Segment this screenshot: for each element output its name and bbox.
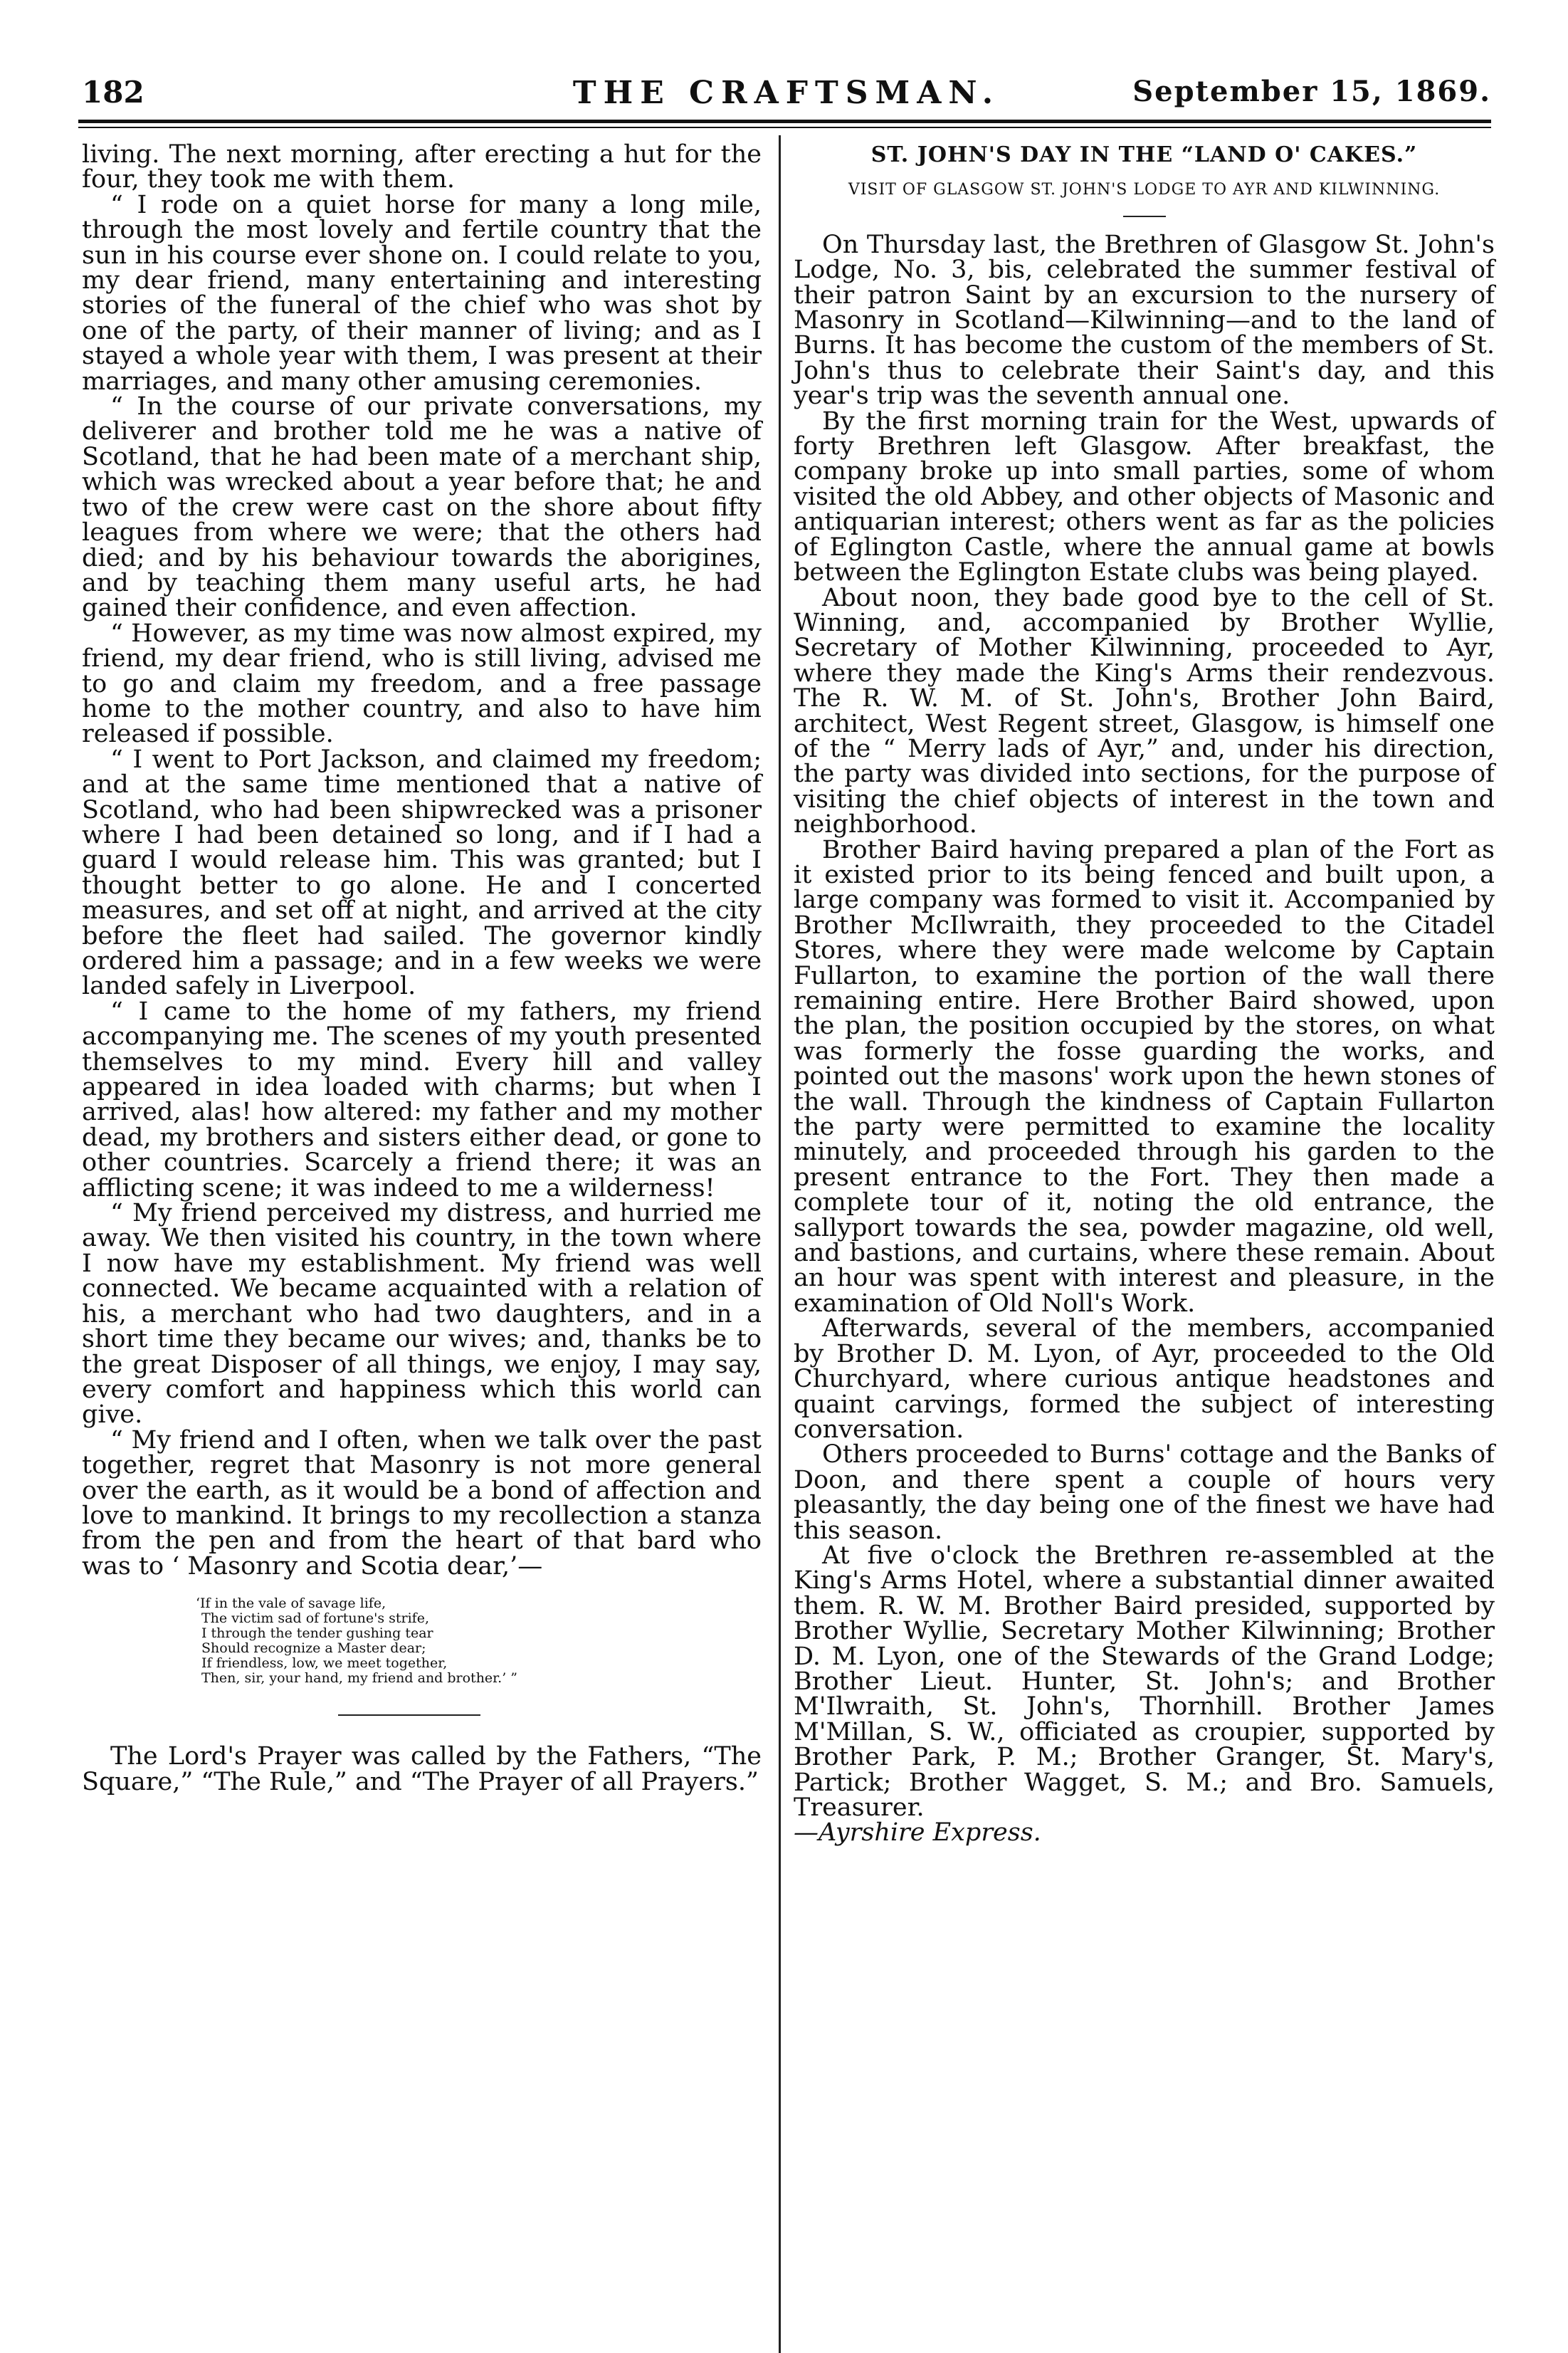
paragraph: “ I rode on a quiet horse for many a long mile, through the most lovely and fertile country that the sun in his course ever shone on. I could relate to you, my dear friend, many entertaining and interesting stories of the funeral of the chief who was shot by one of the party, of their manner of living; and as I stayed a whole year with them, I was present at their marriages, and many other amusing ceremonies. — [82, 190, 762, 396]
poem-line: I through the tender gushing tear — [201, 1625, 433, 1642]
paragraph: “ My friend and I often, when we talk over the past together, regret that Masonry is not more general over the earth, as it would be a bond of affection and love to mankind. It brings to my recollection a stanza from the pen and from the heart of that bard who was to ‘ Masonry and Scotia dear,’— — [82, 1425, 762, 1581]
paragraph: “ My friend perceived my distress, and hurried me away. We then visited his country, in the town where I now have my establishment. My friend was well connected. We became acquainted with a relation of his, a merchant who had two daughters, and in a short time they became our wives; and, thanks be to the great Disposer of all things, we enjoy, I may say, every comfort and happiness which this world can give. — [82, 1199, 762, 1430]
paragraph: Brother Baird having prepared a plan of the Fort as it existed prior to its being fenced and built upon, a large company was formed to visit it. Accompanied by Brother McIlwraith, they proceeded to the Citadel Stores, where they were made welcome by Captain Fullarton, to examine the portion of the wall there remaining entire. Here Brother Baird showed, upon the plan, the position occupied by the stores, on what was formerly the fosse guarding the works, and pointed out the masons' work upon the hewn stones of the wall. Through the kindness of Captain Fullarton the party were permitted to examine the locality minutely, and proceeded through his garden to the present entrance to the Fort. They then made a complete tour of it, noting the old entrance, the sallyport towards the sea, powder magazine, old well, and bastions, and curtains, where these remain. About an hour was spent with interest and pleasure, in the examination of Old Noll's Work. — [794, 835, 1495, 1318]
poem-line: Then, sir, your hand, my friend and brother.’ ” — [201, 1670, 518, 1687]
issue-date: September 15, 1869. — [1132, 75, 1491, 108]
paragraph: On Thursday last, the Brethren of Glasgow St. John's Lodge, No. 3, bis, celebrated the summer festival of their patron Saint by an excursion to the nursery of Masonry in Scotland—Kilwinning—and to the land of Burns. It has become the custom of the members of St. John's thus to celebrate their Saint's day, and this year's trip was the seventh annual one. — [794, 230, 1495, 411]
article-title: ST. JOHN'S DAY IN THE “LAND O' CAKES.” — [870, 142, 1418, 167]
closing-paragraph: The Lord's Prayer was called by the Fathers, “The Square,” “The Rule,” and “The Prayer of all Prayers.” — [82, 1742, 762, 1796]
paragraph: Afterwards, several of the members, accompanied by Brother D. M. Lyon, of Ayr, proceeded to the Old Churchyard, where curious antique headstones and quaint carvings, formed the subject of interesting conversation. — [794, 1314, 1495, 1444]
paragraph: “ However, as my time was now almost expired, my friend, my dear friend, who is still living, advised me to go and claim my freedom, and a free passage home to the mother country, and also to have him released if possible. — [82, 619, 762, 749]
paragraph: About noon, they bade good bye to the cell of St. Winning, and, accompanied by Brother Wyllie, Secretary of Mother Kilwinning, proceeded to Ayr, where they made the King's Arms their rendezvous. The R. W. M. of St. John's, Brother John Baird, architect, West Regent street, Glasgow, is himself one of the “ Merry lads of Ayr,” and, under his direction, the party was divided into sections, for the purpose of visiting the chief objects of interest in the town and neighborhood. — [794, 583, 1495, 839]
poem-line: The victim sad of fortune's strife, — [201, 1610, 429, 1627]
poem-line: Should recognize a Master dear; — [201, 1640, 426, 1657]
paragraph: “ In the course of our private conversations, my deliverer and brother told me he was a native of Scotland, that he had been mate of a merchant ship, which was wrecked about a year before that; he and two of the crew were cast on the shore about fifty leagues from where we were; that the others had died; and by his behaviour towards the aborigines, and by teaching them many useful arts, he had gained their confidence, and even affection. — [82, 392, 762, 623]
poem-stanza — [196, 1596, 762, 1686]
right-column — [794, 142, 1495, 1846]
column-rule — [779, 135, 781, 2353]
article-subtitle: VISIT OF GLASGOW ST. JOHN'S LODGE TO AYR AND KILWINNING. — [848, 181, 1441, 199]
page-number: 182 — [82, 75, 144, 110]
header-rule-thin — [78, 127, 1491, 128]
masthead: THE CRAFTSMAN. — [572, 75, 1001, 111]
paragraph: “ I came to the home of my fathers, my friend accompanying me. The scenes of my youth presented themselves to my mind. Every hill and valley appeared in idea loaded with charms; but when I arrived, alas! how altered: my father and my mother dead, my brothers and sisters either dead, or gone to other countries. Scarcely a friend there; it was an afflicting scene; it was indeed to me a wilderness! — [82, 997, 762, 1202]
paragraph: At five o'clock the Brethren re-assembled at the King's Arms Hotel, where a substantial dinner awaited them. R. W. M. Brother Baird presided, supported by Brother Wyllie, Secretary Mother Kilwinning; Brother D. M. Lyon, one of the Stewards of the Grand Lodge; Brother Lieut. Hunter, St. John's; and Brother M'Ilwraith, St. John's, Thornhill. Brother James M'Millan, S. W., officiated as croupier, supported by Brother Park, P. M.; Brother Granger, St. Mary's, Partick; Brother Wagget, S. M.; and Bro. Samuels, Treasurer. — [794, 1541, 1495, 1822]
left-column — [82, 142, 762, 1795]
paragraph: living. The next morning, after erecting a hut for the four, they took me with them. — [82, 140, 762, 194]
title-divider — [1123, 216, 1166, 217]
paragraph: “ I went to Port Jackson, and claimed my freedom; and at the same time mentioned that a native of Scotland, who had been shipwrecked was a prisoner where I had been detained so long, and if I had a guard I would release him. This was granted; but I thought better to go alone. He and I concerted measures, and set off at night, and arrived at the city before the fleet had sailed. The governor kindly ordered him a passage; and in a few weeks we were landed safely in Liverpool. — [82, 745, 762, 1001]
article-credit: —Ayrshire Express. — [794, 1818, 1041, 1848]
section-divider — [338, 1714, 480, 1716]
page-header — [82, 75, 1491, 125]
poem-line: If friendless, low, we meet together, — [201, 1655, 448, 1672]
paragraph: Others proceeded to Burns' cottage and the Banks of Doon, and there spent a couple of hours very pleasantly, the day being one of the finest we have had this season. — [794, 1440, 1495, 1545]
paragraph: By the first morning train for the West, upwards of forty Brethren left Glasgow. After breakfast, the company broke up into small parties, some of whom visited the old Abbey, and other objects of Masonic and antiquarian interest; others went as far as the policies of Eglington Castle, where the annual game at bowls between the Eglington Estate clubs was being played. — [794, 407, 1495, 587]
header-rule — [78, 120, 1491, 123]
poem-line: ‘If in the vale of savage life, — [196, 1595, 386, 1612]
